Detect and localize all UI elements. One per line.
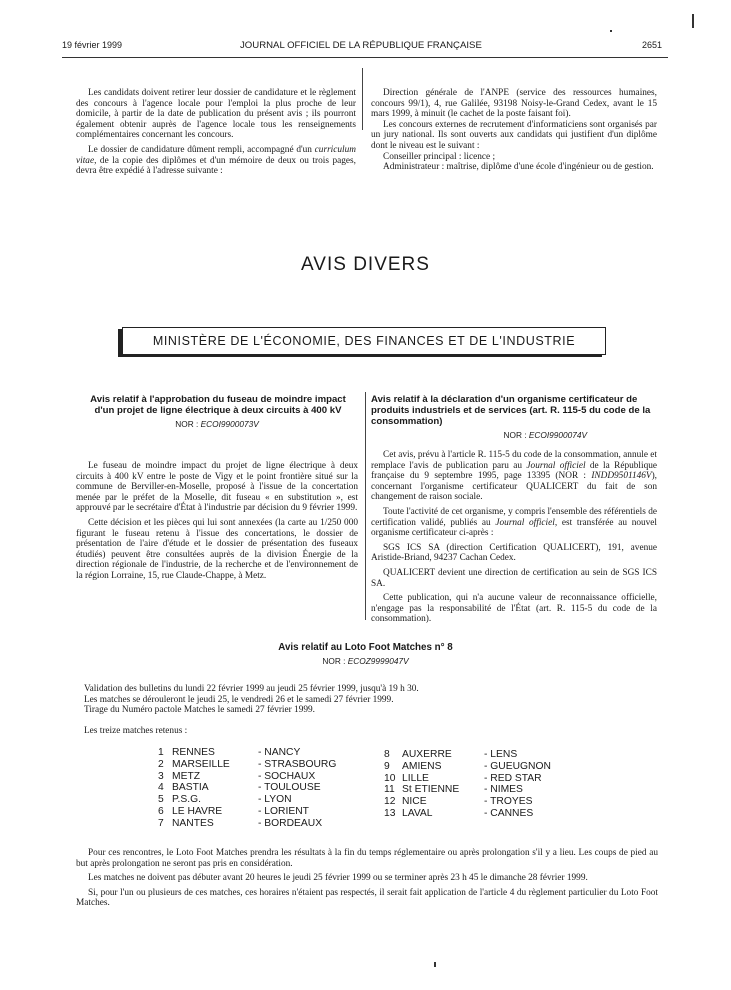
- loto-time-rule: Les matches ne doivent pas débuter avant 20 heures le jeudi 25 février 1999 ou se terminer après 23 h 45 le dimanche 28 février 1999.: [88, 873, 588, 884]
- scan-mark: [610, 30, 612, 32]
- right-article-p1: Cet avis, prévu à l'article R. 115-5 du code de la consommation, annule et remplace l'avis de publication paru au Journal officiel de la République française du 9 septembre 1995, page 13395 (NOR : INDD9501146V), concernant l'organisme certificateur QUALICERT du fait de son changement de raison sociale.: [371, 450, 657, 503]
- column-divider-articles: [365, 392, 366, 620]
- journal-title: JOURNAL OFFICIEL DE LA RÉPUBLIQUE FRANÇAISE: [240, 40, 482, 51]
- column-divider-top: [362, 68, 363, 130]
- match-row: 2 MARSEILLE - STRASBOURG: [158, 758, 337, 770]
- loto-intro: [84, 684, 664, 736]
- left-article-p1: Le fuseau de moindre impact du projet de ligne électrique à deux circuits à 400 kV entre le poste de Vigy et le point frontière situé sur la commune de Berviller-en-Moselle, proposé à l'issue de la concertation menée par le préfet de la Moselle, dit fuseau « en substitution », est approuvé par le secrétaire d'État à l'industrie par décision du 9 février 1999.: [76, 461, 358, 514]
- anpe-address: Direction générale de l'ANPE (service des ressources humaines, concours 99/1), 4, rue Galilée, 93198 Noisy-le-Grand Cedex, avant le 15 mars 1999, à minuit (le cachet de la poste faisant foi).: [371, 88, 657, 120]
- loto-dates: Les matches se dérouleront le jeudi 25, le vendredi 26 et le samedi 27 février 1999.: [84, 694, 394, 705]
- loto-tirage: Tirage du Numéro pactole Matches le samedi 27 février 1999.: [84, 705, 315, 716]
- right-article-p3: SGS ICS SA (direction Certification QUALICERT), 191, avenue Aristide-Briand, 94237 Cachan Cedex.: [371, 542, 657, 564]
- section-title: AVIS DIVERS: [301, 254, 430, 275]
- loto-nor: NOR : ECOZ9999047V: [322, 656, 409, 666]
- match-row: 5 P.S.G. - LYON: [158, 794, 292, 806]
- match-row: 6 LE HAVRE - LORIENT: [158, 805, 309, 817]
- right-article: [371, 394, 657, 625]
- match-row: 8 AUXERRE - LENS: [384, 749, 518, 760]
- ministry-banner: MINISTÈRE DE L'ÉCONOMIE, DES FINANCES ET DE L'INDUSTRIE: [122, 327, 606, 355]
- loto-footer: [76, 848, 658, 909]
- loto-results-rule: Pour ces rencontres, le Loto Foot Matches prendra les résultats à la fin du temps réglementaire ou après prolongation s'il y a lieu. Les coups de pied au but après prolongation ne seront pas pris en considération.: [76, 848, 658, 869]
- left-article-title: Avis relatif à l'approbation du fuseau de moindre impact d'un projet de ligne électrique à deux circuits à 400 kV: [90, 394, 346, 416]
- loto-article4-rule: Si, pour l'un ou plusieurs de ces matches, ces horaires n'étaient pas respectés, il serait fait application de l'article 4 du règlement particulier du Loto Foot Matches.: [76, 887, 658, 909]
- match-row: 13 LAVAL - CANNES: [384, 807, 534, 819]
- scan-mark: [434, 962, 436, 967]
- right-article-title: Avis relatif à la déclaration d'un organisme certificateur de produits industriels et de services (art. R. 115-5 du code de la consommation): [371, 394, 651, 427]
- dossier-paragraph: Le dossier de candidature dûment rempli, accompagné d'un curriculum vitae, de la copie des diplômes et d'un mémoire de deux ou trois pages, devra être expédié à l'adresse suivante :: [76, 144, 356, 177]
- match-row: 9 AMIENS - GUEUGNON: [384, 760, 551, 772]
- match-row: 11 St ETIENNE - NIMES: [384, 784, 523, 796]
- scan-mark: [692, 14, 694, 28]
- loto-validation: Validation des bulletins du lundi 22 février 1999 au jeudi 25 février 1999, jusqu'à 19 h 30.: [84, 684, 419, 694]
- conseiller-line: Conseiller principal : licence ;: [383, 151, 496, 162]
- top-left-column: [76, 88, 356, 177]
- administrateur-line: Administrateur : maîtrise, diplôme d'une école d'ingénieur ou de gestion.: [383, 162, 654, 173]
- right-article-p5: Cette publication, qui n'a aucune valeur de reconnaissance officielle, n'engage pas la responsabilité de l'État (art. R. 115-5 du code de la consommation).: [371, 593, 657, 625]
- left-article-p2: Cette décision et les pièces qui lui sont annexées (la carte au 1/250 000 figurant le fuseau retenu à l'issue des concertations, le dossier de présentation de l'aire d'étude et le dossier de présentation des fuseaux étudiés) peuvent être consultées auprès de la division Énergie de la direction régionale de l'industrie, de la recherche et de l'environnement de la région Lorraine, 15, rue Claude-Chappe, à Metz.: [76, 517, 358, 581]
- left-article: [76, 394, 358, 582]
- loto-intro-line: Les treize matches retenus :: [84, 725, 188, 736]
- top-right-column: [371, 88, 657, 173]
- match-row: 7 NANTES - BORDEAUX: [158, 817, 323, 829]
- match-row: 3 METZ - SOCHAUX: [158, 770, 316, 782]
- match-row: 10 LILLE - RED STAR: [384, 772, 542, 784]
- page-number: 2651: [642, 40, 663, 50]
- header-date: 19 février 1999: [62, 40, 123, 50]
- concours-paragraph: Les concours externes de recrutement d'informaticiens sont organisés par un jury national. Ils sont ouverts aux candidats qui justifient d'un diplôme dont le niveau est le suivant :: [371, 119, 657, 151]
- right-article-p2: Toute l'activité de cet organisme, y compris l'ensemble des référentiels de certification validé, publiés au Journal officiel, est transférée au nouvel organisme certificateur ci-après :: [371, 506, 657, 539]
- match-row: 1 RENNES - NANCY: [158, 747, 301, 758]
- right-article-p4: QUALICERT devient une direction de certification au sein de SGS ICS SA.: [371, 567, 657, 589]
- loto-title: Avis relatif au Loto Foot Matches n° 8: [278, 642, 453, 653]
- header-rule: [62, 57, 668, 58]
- matches-list-right: [384, 749, 551, 820]
- candidates-paragraph: Les candidats doivent retirer leur dossier de candidature et le règlement des concours à l'agence locale pour l'emploi la plus proche de leur domicile, à partir de la date de publication du présent avis ; ils pourront également obtenir auprès de l'agence locale tous les renseignements complémentaires concernant les concours.: [76, 88, 356, 141]
- match-row: 12 NICE - TROYES: [384, 796, 533, 808]
- matches-list-left: [158, 747, 336, 830]
- match-row: 4 BASTIA - TOULOUSE: [158, 782, 321, 794]
- left-article-nor: NOR : ECOI9900073V: [175, 419, 259, 429]
- right-article-nor: NOR : ECOI9900074V: [503, 430, 587, 440]
